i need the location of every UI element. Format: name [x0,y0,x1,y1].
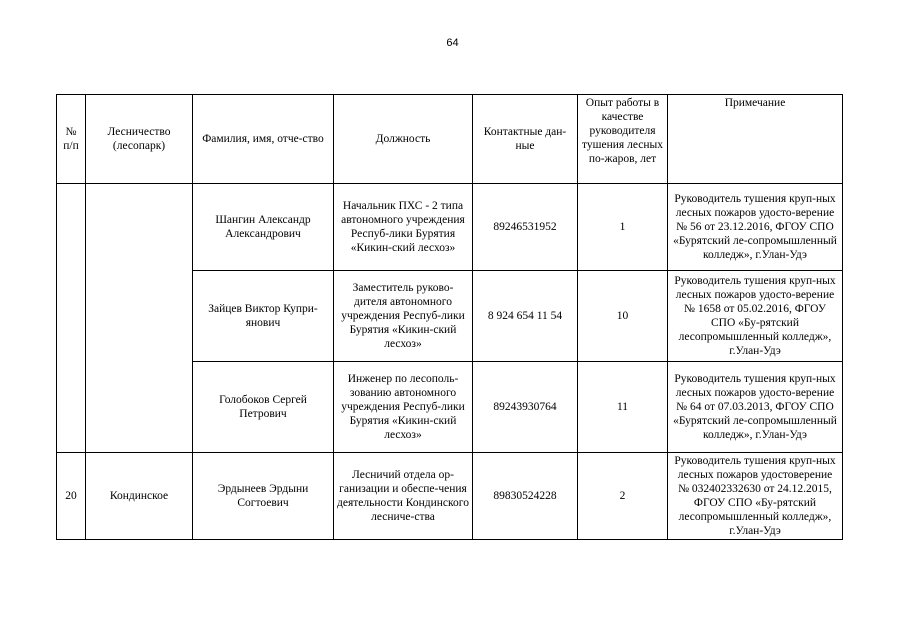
cell-contact: 89243930764 [473,362,578,453]
cell-note: Руководитель тушения круп-ных лесных пожаров удосто-верение № 64 от 07.03.2013, ФГОУ СПО «Бурятский ле-сопромышленный колледж», г.Улан-Удэ [668,362,843,453]
cell-name: Зайцев Виктор Купри-янович [193,271,334,362]
header-forestry: Лесничество (лесопарк) [86,95,193,184]
cell-contact: 8 924 654 11 54 [473,271,578,362]
cell-name: Шангин Александр Александрович [193,184,334,271]
cell-contact: 89246531952 [473,184,578,271]
cell-num: 20 [57,453,86,540]
forest-fire-managers-table [56,94,843,540]
cell-experience: 1 [578,184,668,271]
header-experience: Опыт работы в качестве руководителя тушения лесных по-жаров, лет [578,95,668,184]
cell-name: Эрдынеев Эрдыни Согтоевич [193,453,334,540]
cell-forestry: Кондинское [86,453,193,540]
cell-forestry [86,184,193,453]
cell-note: Руководитель тушения круп-ных лесных пожаров удостоверение № 032402332630 от 24.12.2015, ФГОУ СПО «Бу-рятский лесопромышленный колледж», г.Улан-Удэ [668,453,843,540]
cell-note: Руководитель тушения круп-ных лесных пожаров удосто-верение № 1658 от 05.02.2016, ФГОУ СПО «Бу-рятский лесопромышленный колледж», г.Улан-Удэ [668,271,843,362]
header-position: Должность [334,95,473,184]
header-name: Фамилия, имя, отче-ство [193,95,334,184]
cell-contact: 89830524228 [473,453,578,540]
header-num: № п/п [57,95,86,184]
header-note: Примечание [668,95,843,184]
cell-position: Лесничий отдела ор-ганизации и обеспе-чения деятельности Кондинского лесниче-ства [334,453,473,540]
table-row [57,184,843,271]
page-number: 64 [446,37,459,49]
cell-position: Инженер по лесополь-зованию автономного учреждения Респуб-лики Бурятия «Кикин-ский лесхоз» [334,362,473,453]
cell-name: Голобоков Сергей Петрович [193,362,334,453]
table-header-row [57,95,843,184]
cell-note: Руководитель тушения круп-ных лесных пожаров удосто-верение № 56 от 23.12.2016, ФГОУ СПО «Бурятский ле-сопромышленный колледж», г.Улан-Удэ [668,184,843,271]
cell-experience: 2 [578,453,668,540]
cell-position: Начальник ПХС - 2 типа автономного учреждения Респуб-лики Бурятия «Кикин-ский лесхоз» [334,184,473,271]
cell-num [57,184,86,453]
table-row [57,453,843,540]
cell-position: Заместитель руково-дителя автономного учреждения Респуб-лики Бурятия «Кикин-ский лесхоз» [334,271,473,362]
cell-experience: 10 [578,271,668,362]
cell-experience: 11 [578,362,668,453]
header-contact: Контактные дан-ные [473,95,578,184]
